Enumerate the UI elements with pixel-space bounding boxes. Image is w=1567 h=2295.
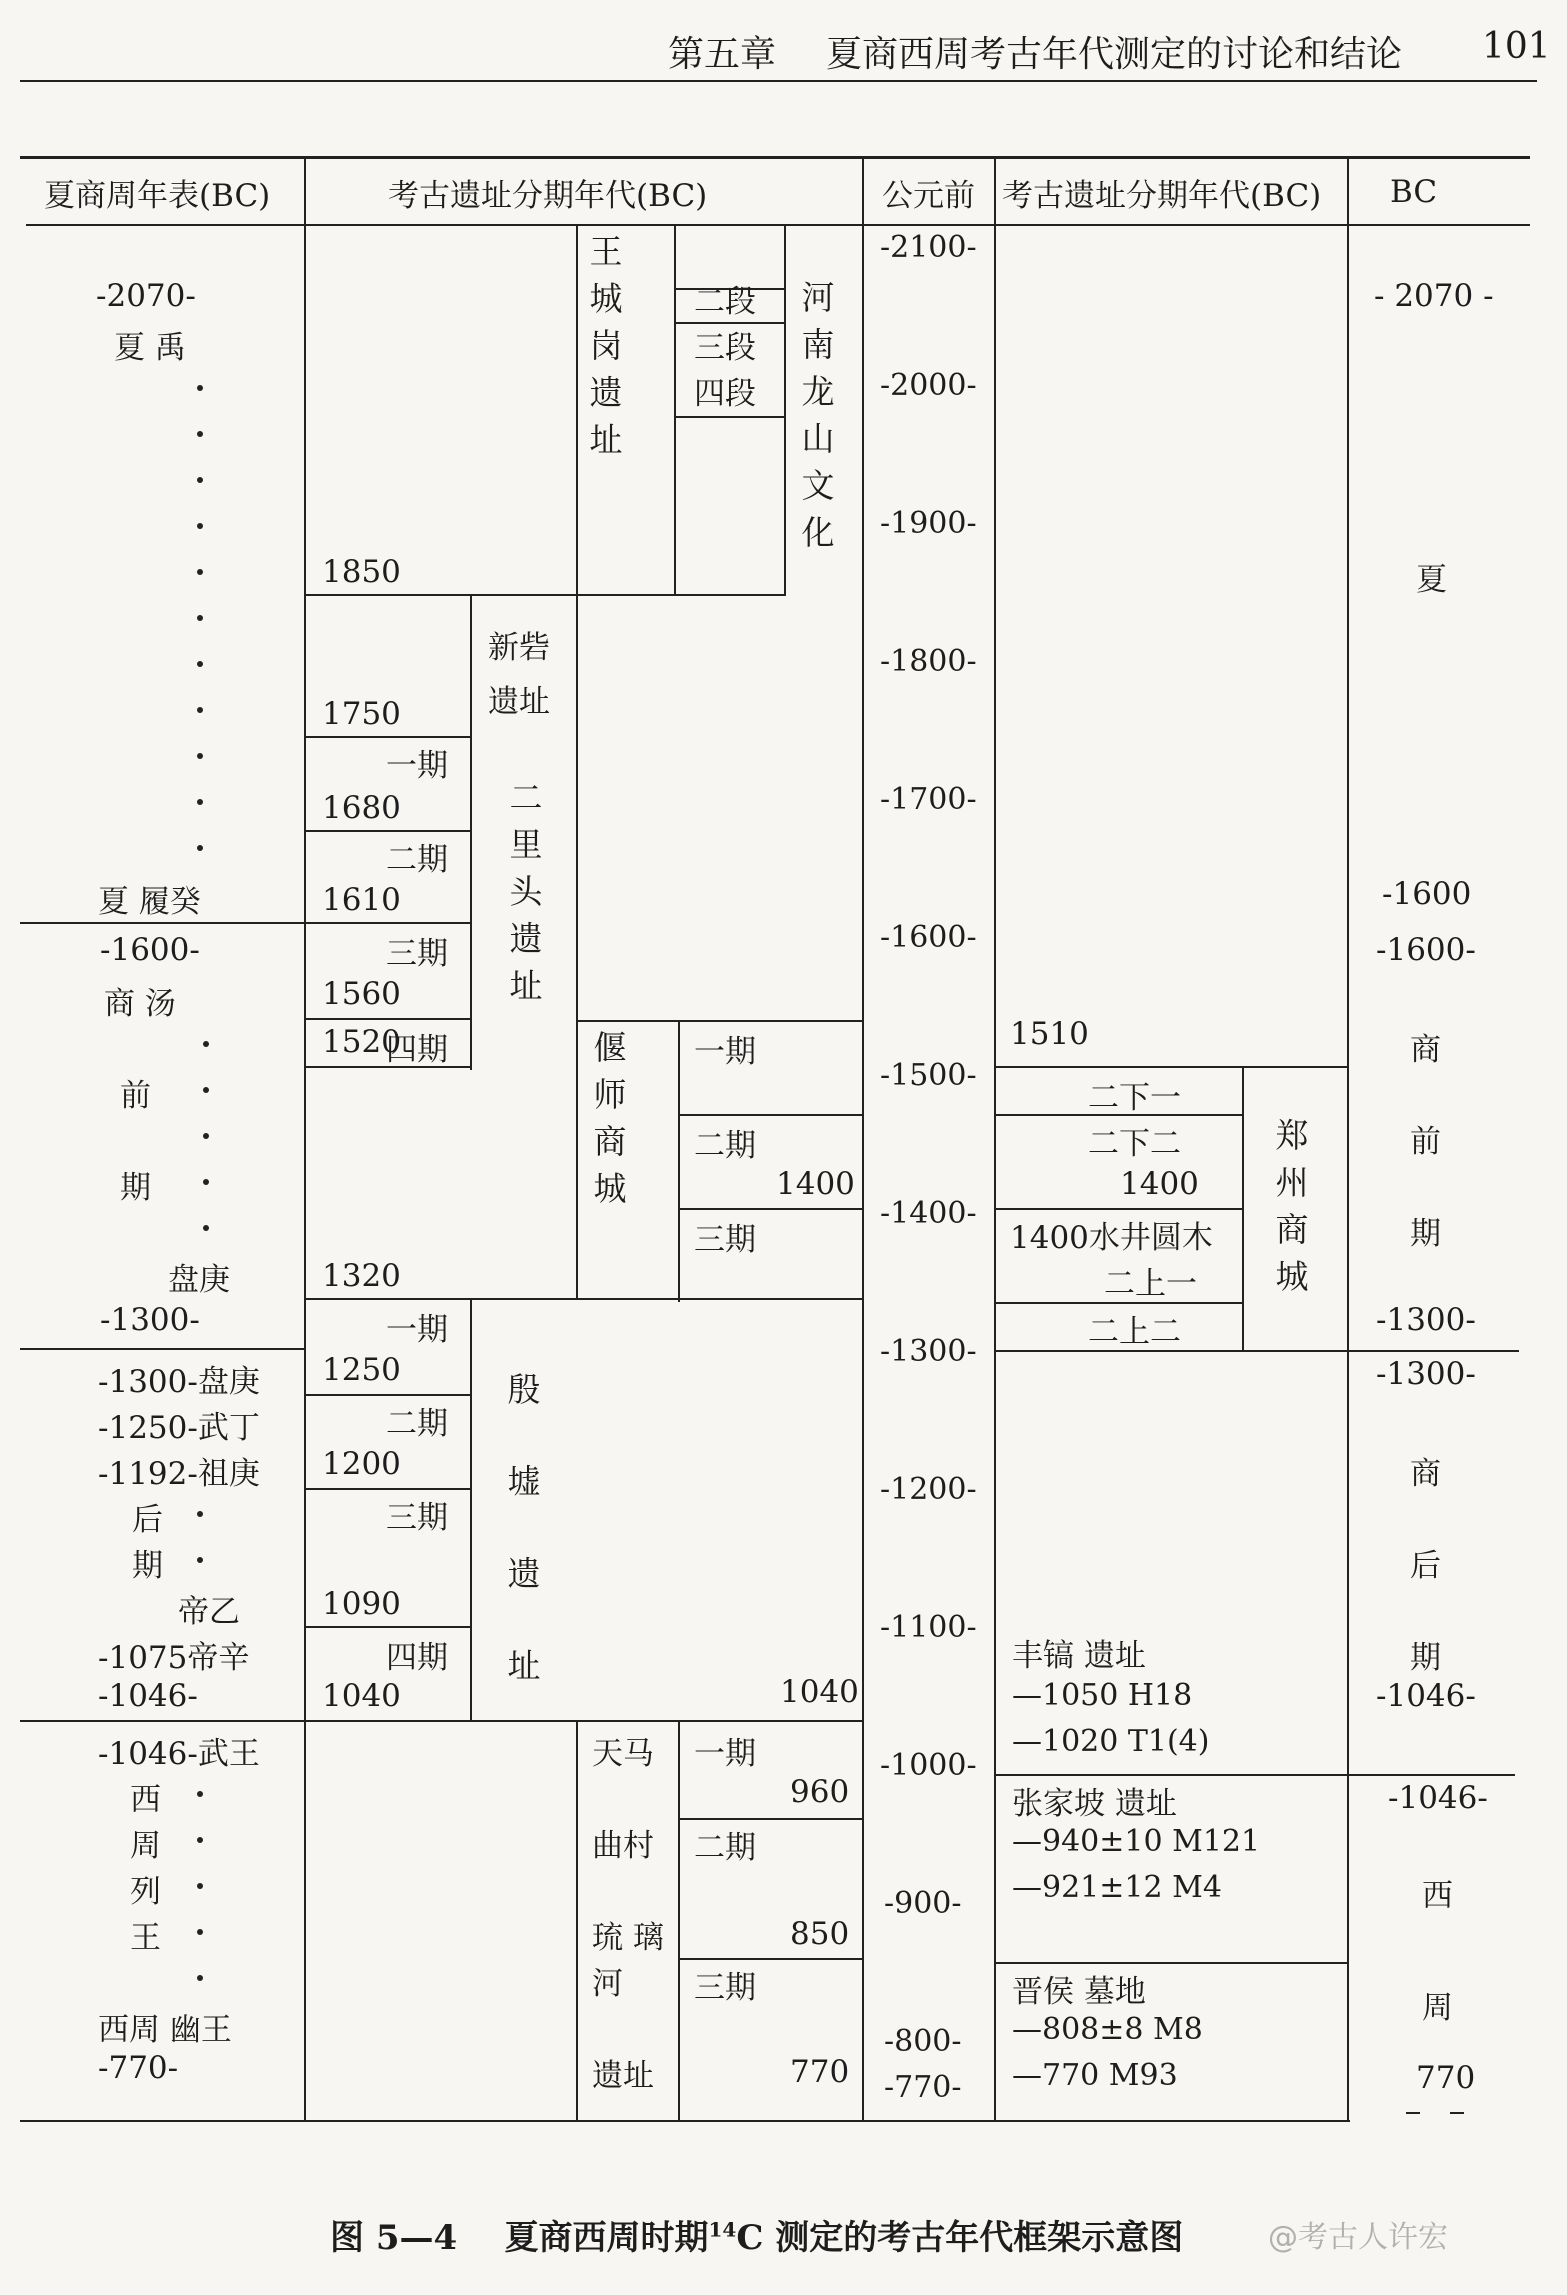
tianma-year-2: 850 — [790, 1916, 850, 1952]
yanshi-name: 偃师商城 — [593, 1028, 627, 1208]
tianma-period-3: 三期 — [694, 1970, 756, 2006]
rule-tianma-2 — [678, 1818, 862, 1820]
tianma-name-2: 曲村 — [592, 1828, 654, 1864]
tianma-name-5: 遗址 — [592, 2058, 654, 2094]
divider-erlitou — [470, 594, 472, 1070]
era-shang-early-end: -1300- — [1376, 1302, 1476, 1338]
yanshi-period-2: 二期 — [694, 1128, 756, 1164]
zhangjiapo-row-1: —940±10 M121 — [1012, 1824, 1261, 1859]
rule-1040 — [304, 1720, 862, 1722]
era-shang-early-2: 前 — [1410, 1124, 1441, 1160]
xinzhai-name-2: 遗址 — [488, 684, 550, 720]
wcg-stage-3: 三段 — [694, 330, 756, 366]
fenghao-row-1: —1050 H18 — [1012, 1678, 1193, 1713]
continuation-dot — [197, 1511, 203, 1517]
zhou-end-year: -770- — [98, 2050, 179, 2086]
continuation-dot — [197, 569, 203, 575]
wcg-stage-2: 二段 — [694, 284, 756, 320]
rule-1610 — [304, 922, 472, 924]
yinxu-period-4: 四期 — [386, 1640, 448, 1676]
continuation-dot — [197, 1975, 203, 1981]
bc-tick-1900: -1900- — [880, 506, 977, 541]
yanshi-period-3: 三期 — [694, 1222, 756, 1258]
rule-1090 — [304, 1626, 472, 1628]
chapter-label: 第五章 — [668, 34, 777, 75]
rule-tianma-3 — [678, 1958, 862, 1960]
erlitou-period-4: 四期 — [386, 1032, 448, 1068]
era-end-dash — [1450, 2112, 1464, 2114]
rule-xia-shang — [20, 922, 306, 924]
erlitou-year-3: 1560 — [322, 976, 401, 1012]
zz-start-year: 1510 — [1010, 1016, 1089, 1052]
rule-yanshi-2 — [678, 1114, 862, 1116]
rule-1320 — [304, 1298, 576, 1300]
bc-tick-800: -800- — [884, 2024, 962, 2059]
header-sites-left: 考古遗址分期年代(BC) — [388, 178, 708, 214]
divider-bc-left — [862, 158, 864, 2122]
continuation-dot — [197, 385, 203, 391]
yinxu-name: 殷墟遗址 — [507, 1370, 541, 1685]
header-sites-right: 考古遗址分期年代(BC) — [1002, 178, 1322, 214]
era-shang-early-3: 期 — [1410, 1216, 1441, 1252]
xia-end-year: -1600- — [100, 932, 200, 968]
zhangjiapo-row-2: —921±12 M4 — [1012, 1870, 1222, 1905]
rule-zjp-bottom — [994, 1962, 1349, 1964]
page-number: 101 — [1482, 26, 1551, 67]
era-shang-late-1: 商 — [1410, 1456, 1441, 1492]
divider-sites-a2 — [576, 1722, 578, 2122]
jinhou-name: 晋侯 墓地 — [1012, 1974, 1146, 2010]
yanshi-period-1: 一期 — [694, 1034, 756, 1070]
caption-prefix: 图 5—4 — [330, 2218, 458, 2258]
tianma-year-3: 770 — [790, 2054, 850, 2090]
erlitou-period-2: 二期 — [386, 842, 448, 878]
xinzhai-name-1: 新砦 — [488, 630, 550, 666]
era-shang-early-start: -1600- — [1376, 932, 1476, 968]
era-xia: 夏 — [1416, 562, 1447, 598]
continuation-dot — [197, 523, 203, 529]
rule-shang-early-late — [20, 1348, 306, 1350]
table-header-rule — [26, 224, 1530, 226]
watermark: @考古人许宏 — [1268, 2220, 1448, 2255]
rule-yanshi-top — [576, 1020, 862, 1022]
era-xia-end: -1600 — [1382, 876, 1472, 912]
rule-shang-zhou — [20, 1720, 306, 1722]
divider-dynasty — [304, 158, 306, 2122]
erlitou-year-2: 1610 — [322, 882, 401, 918]
header-bc: 公元前 — [882, 178, 975, 214]
caption-superscript: 14 — [708, 2217, 737, 2242]
shang-early-phase-2: 期 — [120, 1170, 151, 1206]
tianma-name-1: 天马 — [592, 1736, 654, 1772]
continuation-dot — [197, 1929, 203, 1935]
zhou-row-1: -1046-武王 — [98, 1736, 260, 1772]
shang-late-row-2: -1250-武丁 — [98, 1410, 260, 1446]
continuation-dot — [197, 753, 203, 759]
tianma-period-1: 一期 — [694, 1736, 756, 1772]
continuation-dot — [197, 845, 203, 851]
caption-text-before: 夏商西周时期 — [504, 2218, 709, 2258]
shang-late-phase-2: 期 — [132, 1548, 163, 1584]
zz-phase-4: 1400水井圆木 — [1010, 1220, 1213, 1256]
zz-phase-3: 1400 — [1120, 1166, 1199, 1202]
yinxu-year-2: 1200 — [322, 1446, 401, 1482]
rule-yanshi-3 — [678, 1208, 862, 1210]
xia-first-king: 夏 禹 — [114, 330, 186, 366]
tianma-year-1: 960 — [790, 1774, 850, 1810]
wangchenggang-name: 王城岗遗址 — [589, 232, 623, 459]
shang-late-phase-1: 后 — [132, 1502, 163, 1538]
yinxu-year-3: 1090 — [322, 1586, 401, 1622]
bc-tick-770: -770- — [884, 2070, 962, 2105]
jinhou-row-2: —770 M93 — [1012, 2058, 1178, 2093]
rule-stage4 — [674, 416, 786, 418]
caption-text-after: C 测定的考古年代框架示意图 — [736, 2218, 1184, 2258]
bc-tick-2000: -2000- — [880, 368, 977, 403]
header-dynasty: 夏商周年表(BC) — [44, 178, 271, 214]
yanshi-year-1400: 1400 — [776, 1166, 855, 1202]
rule-fenghao-bottom — [994, 1774, 1349, 1776]
rule-1750 — [304, 736, 472, 738]
bc-tick-1500: -1500- — [880, 1058, 977, 1093]
erlitou-period-3: 三期 — [386, 936, 448, 972]
shang-founder: 商 汤 — [104, 986, 176, 1022]
figure-caption — [330, 2210, 1183, 2259]
bc-tick-1200: -1200- — [880, 1472, 977, 1507]
bc-tick-1000: -1000- — [880, 1748, 977, 1783]
era-shang-early-1: 商 — [1410, 1032, 1441, 1068]
zhou-label-4: 王 — [130, 1920, 161, 1956]
era-shang-late-3: 期 — [1410, 1640, 1441, 1676]
shang-late-diyi: 帝乙 — [178, 1594, 240, 1630]
erlitou-end-year: 1320 — [322, 1258, 401, 1294]
continuation-dot — [197, 799, 203, 805]
yinxu-year-1: 1250 — [322, 1352, 401, 1388]
continuation-dot — [197, 1883, 203, 1889]
rule-1560 — [304, 1018, 472, 1020]
continuation-dot — [197, 661, 203, 667]
shang-late-end: -1046- — [98, 1678, 198, 1714]
bc-tick-1400: -1400- — [880, 1196, 977, 1231]
rule-era-1300 — [1347, 1350, 1519, 1352]
shang-late-row-3: -1192-祖庚 — [98, 1456, 260, 1492]
rule-1250 — [304, 1394, 472, 1396]
continuation-dot — [203, 1225, 209, 1231]
fenghao-name: 丰镐 遗址 — [1012, 1638, 1146, 1674]
yinxu-period-3: 三期 — [386, 1500, 448, 1536]
era-xia-start: - 2070 - — [1374, 278, 1494, 314]
table-bottom-rule — [20, 2120, 1350, 2122]
xinzhai-year: 1750 — [322, 696, 401, 732]
zz-phase-5: 二上一 — [1104, 1266, 1197, 1302]
chapter-title: 夏商西周考古年代测定的讨论和结论 — [826, 34, 1403, 75]
continuation-dot — [197, 1557, 203, 1563]
yinxu-end-year: 1040 — [780, 1674, 859, 1710]
zhou-label-3: 列 — [130, 1874, 161, 1910]
header-rule — [20, 80, 1537, 82]
continuation-dot — [203, 1179, 209, 1185]
rule-zz-2 — [994, 1208, 1244, 1210]
bc-tick-1700: -1700- — [880, 782, 977, 817]
zz-phase-6: 二上二 — [1088, 1314, 1181, 1350]
shang-early-phase-1: 前 — [120, 1078, 151, 1114]
yinxu-year-4: 1040 — [322, 1678, 401, 1714]
continuation-dot — [203, 1041, 209, 1047]
zz-phase-2: 二下二 — [1088, 1126, 1181, 1162]
continuation-dot — [197, 477, 203, 483]
erlitou-period-1: 一期 — [386, 748, 448, 784]
tianma-period-2: 二期 — [694, 1830, 756, 1866]
continuation-dot — [197, 615, 203, 621]
rule-era-1046 — [1347, 1774, 1515, 1776]
era-shang-late-end: -1046- — [1376, 1678, 1476, 1714]
shang-late-row-4: -1075帝辛 — [98, 1640, 250, 1676]
divider-wcg-culture — [784, 224, 786, 596]
shang-late-row-1: -1300-盘庚 — [98, 1364, 260, 1400]
bc-tick-1800: -1800- — [880, 644, 977, 679]
era-zhou-end: 770 — [1416, 2060, 1476, 2096]
era-shang-late-2: 后 — [1410, 1548, 1441, 1584]
xia-last-king: 夏 履癸 — [98, 884, 201, 920]
continuation-dot — [203, 1133, 209, 1139]
era-zhou-2: 周 — [1422, 1990, 1453, 2026]
continuation-dot — [197, 1791, 203, 1797]
divider-bc-right — [994, 158, 996, 2122]
erlitou-year-4: 1520 — [322, 1024, 401, 1060]
shang-pangeng: 盘庚 — [168, 1262, 230, 1298]
era-shang-late-start: -1300- — [1376, 1356, 1476, 1392]
bc-tick-900: -900- — [884, 1886, 962, 1921]
jinhou-row-1: —808±8 M8 — [1012, 2012, 1203, 2047]
zhou-label-1: 西 — [130, 1782, 161, 1818]
continuation-dot — [197, 1837, 203, 1843]
xia-start-year: -2070- — [96, 278, 196, 314]
wcg-year-1850: 1850 — [322, 554, 401, 590]
wcg-culture: 河南龙山文化 — [801, 278, 835, 552]
erlitou-year-1: 1680 — [322, 790, 401, 826]
era-zhou-start: -1046- — [1388, 1780, 1488, 1816]
continuation-dot — [197, 707, 203, 713]
zhengzhou-name: 郑州商城 — [1275, 1116, 1309, 1296]
bc-tick-2100: -2100- — [880, 230, 977, 265]
bc-tick-1600: -1600- — [880, 920, 977, 955]
fenghao-row-2: —1020 T1(4) — [1012, 1724, 1210, 1759]
header-era: BC — [1390, 174, 1438, 210]
divider-sites-a — [576, 224, 578, 1298]
bc-tick-1100: -1100- — [880, 1610, 977, 1645]
divider-wcg-stages — [674, 224, 676, 596]
divider-yinxu — [470, 1298, 472, 1722]
divider-era — [1347, 158, 1349, 2122]
rule-yanshi-bottom — [576, 1298, 862, 1300]
wcg-stage-4: 四段 — [694, 376, 756, 412]
tianma-name-3: 琉 璃 — [592, 1920, 664, 1956]
bc-tick-1300: -1300- — [880, 1334, 977, 1369]
yinxu-period-2: 二期 — [386, 1406, 448, 1442]
divider-tianma — [678, 1722, 680, 2122]
era-end-dash — [1406, 2112, 1420, 2114]
rule-1200 — [304, 1488, 472, 1490]
erlitou-name: 二里头遗址 — [509, 778, 543, 1005]
era-zhou-1: 西 — [1422, 1878, 1453, 1914]
zhangjiapo-name: 张家坡 遗址 — [1012, 1786, 1177, 1822]
zz-phase-1: 二下一 — [1088, 1080, 1181, 1116]
rule-1850 — [304, 594, 786, 596]
tianma-name-4: 河 — [592, 1966, 623, 2002]
zhou-label-2: 周 — [130, 1828, 161, 1864]
table-top-rule — [20, 156, 1530, 159]
continuation-dot — [197, 431, 203, 437]
yinxu-period-1: 一期 — [386, 1312, 448, 1348]
continuation-dot — [203, 1087, 209, 1093]
shang-early-end: -1300- — [100, 1302, 200, 1338]
rule-1680 — [304, 830, 472, 832]
divider-yanshi — [678, 1020, 680, 1302]
zhou-last-king: 西周 幽王 — [98, 2012, 232, 2048]
rule-zz-top — [994, 1066, 1349, 1068]
